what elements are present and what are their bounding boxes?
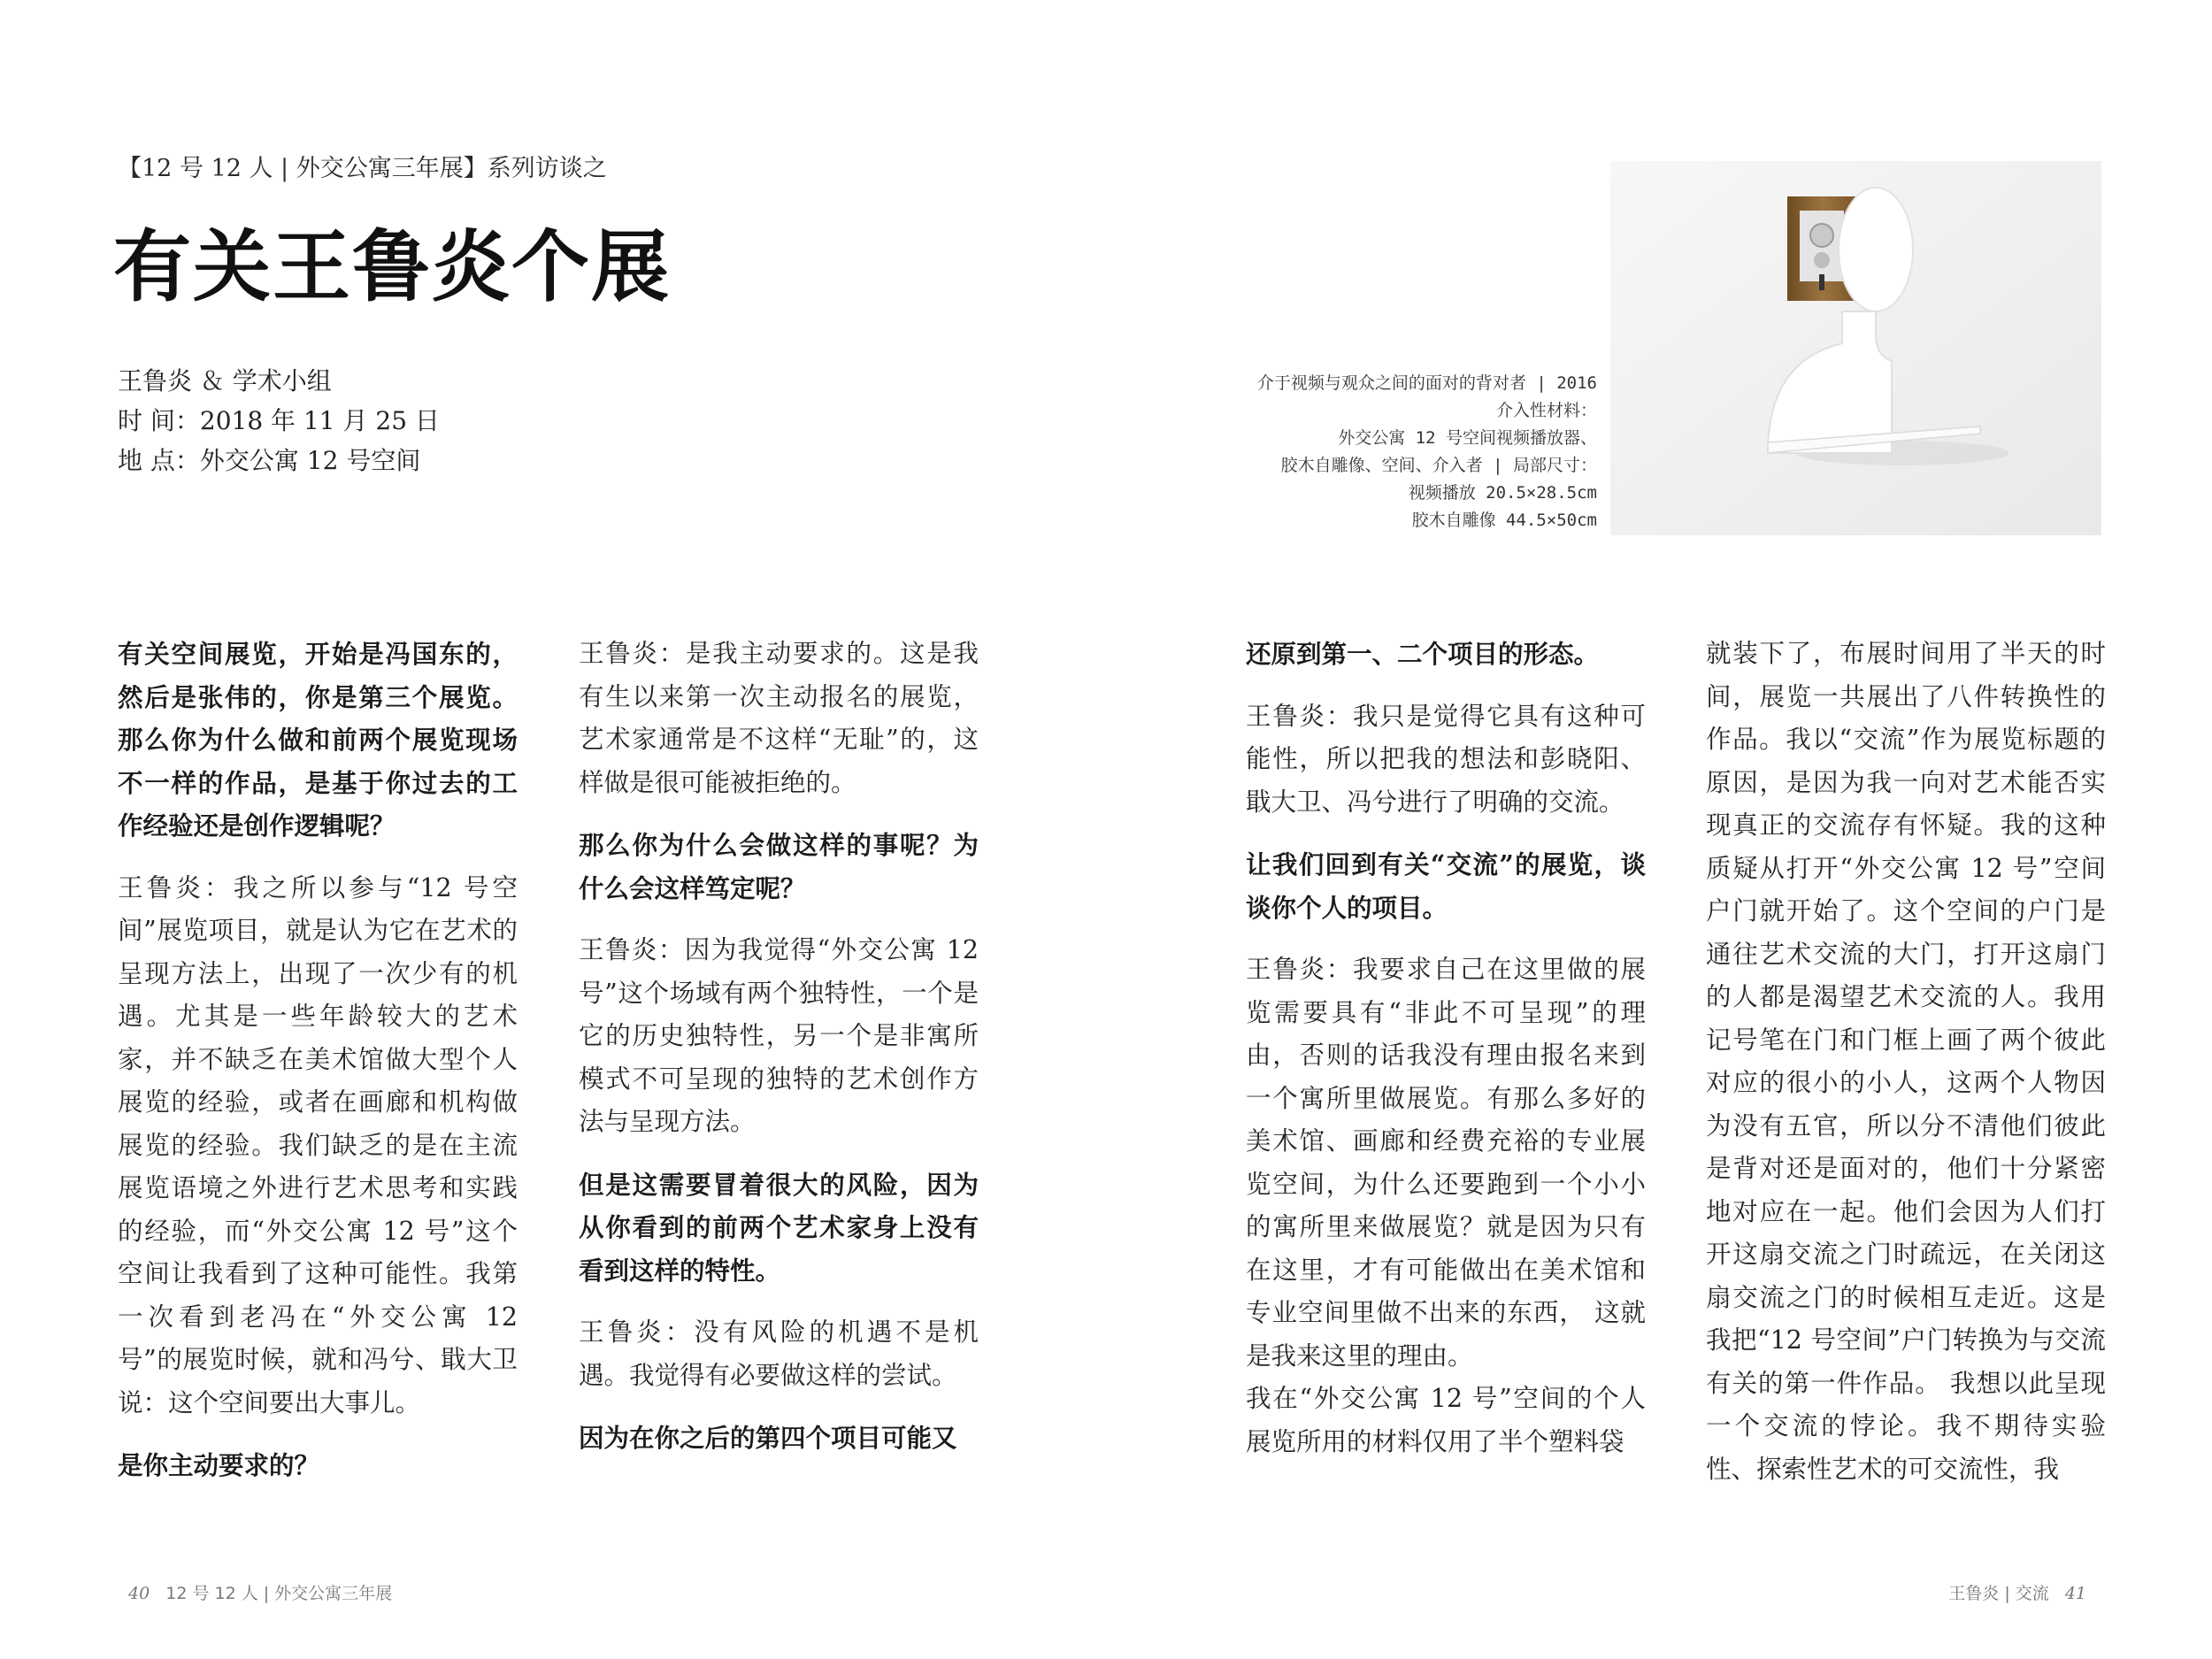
text-column-3 xyxy=(1246,633,1646,1483)
interview-question: 因为在你之后的第四个项目可能又 xyxy=(579,1423,957,1453)
right-running-title: 王鲁炎 | 交流 xyxy=(1948,1584,2049,1603)
artwork-photo xyxy=(1610,161,2101,535)
left-running-title: 12 号 12 人 | 外交公寓三年展 xyxy=(165,1584,393,1603)
article-title: 有关王鲁炎个展 xyxy=(113,220,672,312)
interview-answer: 王鲁炎：因为我觉得“外交公寓 12 号”这个场域有两个独特性，一个是它的历史独特性，另一个是非寓所模式不可呈现的独特的艺术创作方法与呈现方法。 xyxy=(579,935,979,1136)
right-page-number: 41 xyxy=(2064,1584,2086,1603)
left-footer xyxy=(118,1580,392,1604)
interview-question: 有关空间展览，开始是冯国东的，然后是张伟的，你是第三个展览。那么你为什么做和前两个展览现场不一样的作品，是基于你过去的工作经验还是创作逻辑呢？ xyxy=(118,639,518,841)
left-page-number: 40 xyxy=(128,1584,150,1603)
participants: 王鲁炎 ＆ 学术小组 xyxy=(118,366,332,396)
interview-question: 但是这需要冒着很大的风险，因为从你看到的前两个艺术家身上没有看到这样的特性。 xyxy=(579,1169,979,1286)
artwork-caption xyxy=(1203,370,1597,534)
interview-answer: 就装下了，布展时间用了半天的时间，展览一共展出了八件转换性的作品。我以“交流”作为展览标题的原因，是因为我一向对艺术能否实现真正的交流存有怀疑。我的这种质疑从打开“外交公寓 12 号”空间户门就开始了。这个空间的户门是通往艺术交流的大门，打开这扇门的人都是渴望艺术交流的人。我用记号笔在门和门框上画了两个彼此对应的很小的小人，这两个人物因为没有五官，所以分不清他们彼此是背对还是面对的，他们十分紧密地对应在一起。他们会因为人们打开这扇交流之门时疏远，在关闭这扇交流之门的时候相互走近。这是我把“12 号空间”户门转换为与交流有关的第一件作品。 我想以此呈现一个交流的悖论。我不期待实验性、探索性艺术的可交流性，我 xyxy=(1706,639,2106,1484)
interview-answer: 王鲁炎：没有风险的机遇不是机遇。我觉得有必要做这样的尝试。 xyxy=(579,1317,979,1390)
interview-question: 还原到第一、二个项目的形态。 xyxy=(1246,639,1600,669)
interview-answer: 王鲁炎：我只是觉得它具有这种可能性，所以把我的想法和彭晓阳、戢大卫、冯兮进行了明确的交流。 xyxy=(1246,701,1646,817)
caption-line: 胶木自雕像 44.5×50cm xyxy=(1411,511,1597,530)
caption-line: 介入性材料： xyxy=(1495,401,1597,420)
interview-question: 是你主动要求的？ xyxy=(118,1450,320,1480)
interview-question: 让我们回到有关“交流”的展览，谈谈你个人的项目。 xyxy=(1246,849,1646,923)
interview-answer: 王鲁炎：我要求自己在这里做的展览需要具有“非此不可呈现”的理由，否则的话我没有理由报名来到一个寓所里做展览。有那么多好的美术馆、画廊和经费充裕的专业展览空间，为什么还要跑到一个小小的寓所里来做展览？就是因为只有在这里，才有可能做出在美术馆和专业空间里做不出来的东西， 这就是我来这里的理由。 xyxy=(1246,955,1646,1371)
artwork-illustration xyxy=(1610,161,2101,535)
caption-line: 视频播放 20.5×28.5cm xyxy=(1408,483,1597,503)
interview-question: 那么你为什么会做这样的事呢？为什么会这样笃定呢？ xyxy=(579,830,979,903)
interview-answer: 王鲁炎：是我主动要求的。这是我有生以来第一次主动报名的展览，艺术家通常是不这样“无耻”的，这样做是很可能被拒绝的。 xyxy=(579,639,979,797)
right-footer xyxy=(1948,1580,2097,1604)
interview-answer: 我在“外交公寓 12 号”空间的个人展览所用的材料仅用了半个塑料袋 xyxy=(1246,1384,1646,1456)
caption-line: 介于视频与观众之间的面对的背对者 | 2016 xyxy=(1256,373,1597,393)
interview-meta xyxy=(118,361,440,480)
caption-line: 胶木自雕像、空间、介入者 | 局部尺寸： xyxy=(1280,456,1597,475)
caption-line: 外交公寓 12 号空间视频播放器、 xyxy=(1338,428,1597,448)
text-column-4 xyxy=(1706,633,2106,1510)
interview-place: 地 点：外交公寓 12 号空间 xyxy=(118,446,421,475)
text-column-2 xyxy=(579,633,979,1479)
text-column-1 xyxy=(118,633,518,1507)
interview-time: 时 间：2018 年 11 月 25 日 xyxy=(118,406,440,435)
interview-answer: 王鲁炎：我之所以参与“12 号空间”展览项目，就是认为它在艺术的呈现方法上，出现了一次少有的机遇。尤其是一些年龄较大的艺术家，并不缺乏在美术馆做大型个人展览的经验，或者在画廊和机构做展览的经验。我们缺乏的是在主流展览语境之外进行艺术思考和实践的经验，而“外交公寓 12 号”这个空间让我看到了这种可能性。我第一次看到老冯在“外交公寓 12 号”的展览时候，就和冯兮、戢大卫说：这个空间要出大事儿。 xyxy=(118,872,518,1417)
series-label: 【12 号 12 人 | 外交公寓三年展】系列访谈之 xyxy=(118,155,607,182)
